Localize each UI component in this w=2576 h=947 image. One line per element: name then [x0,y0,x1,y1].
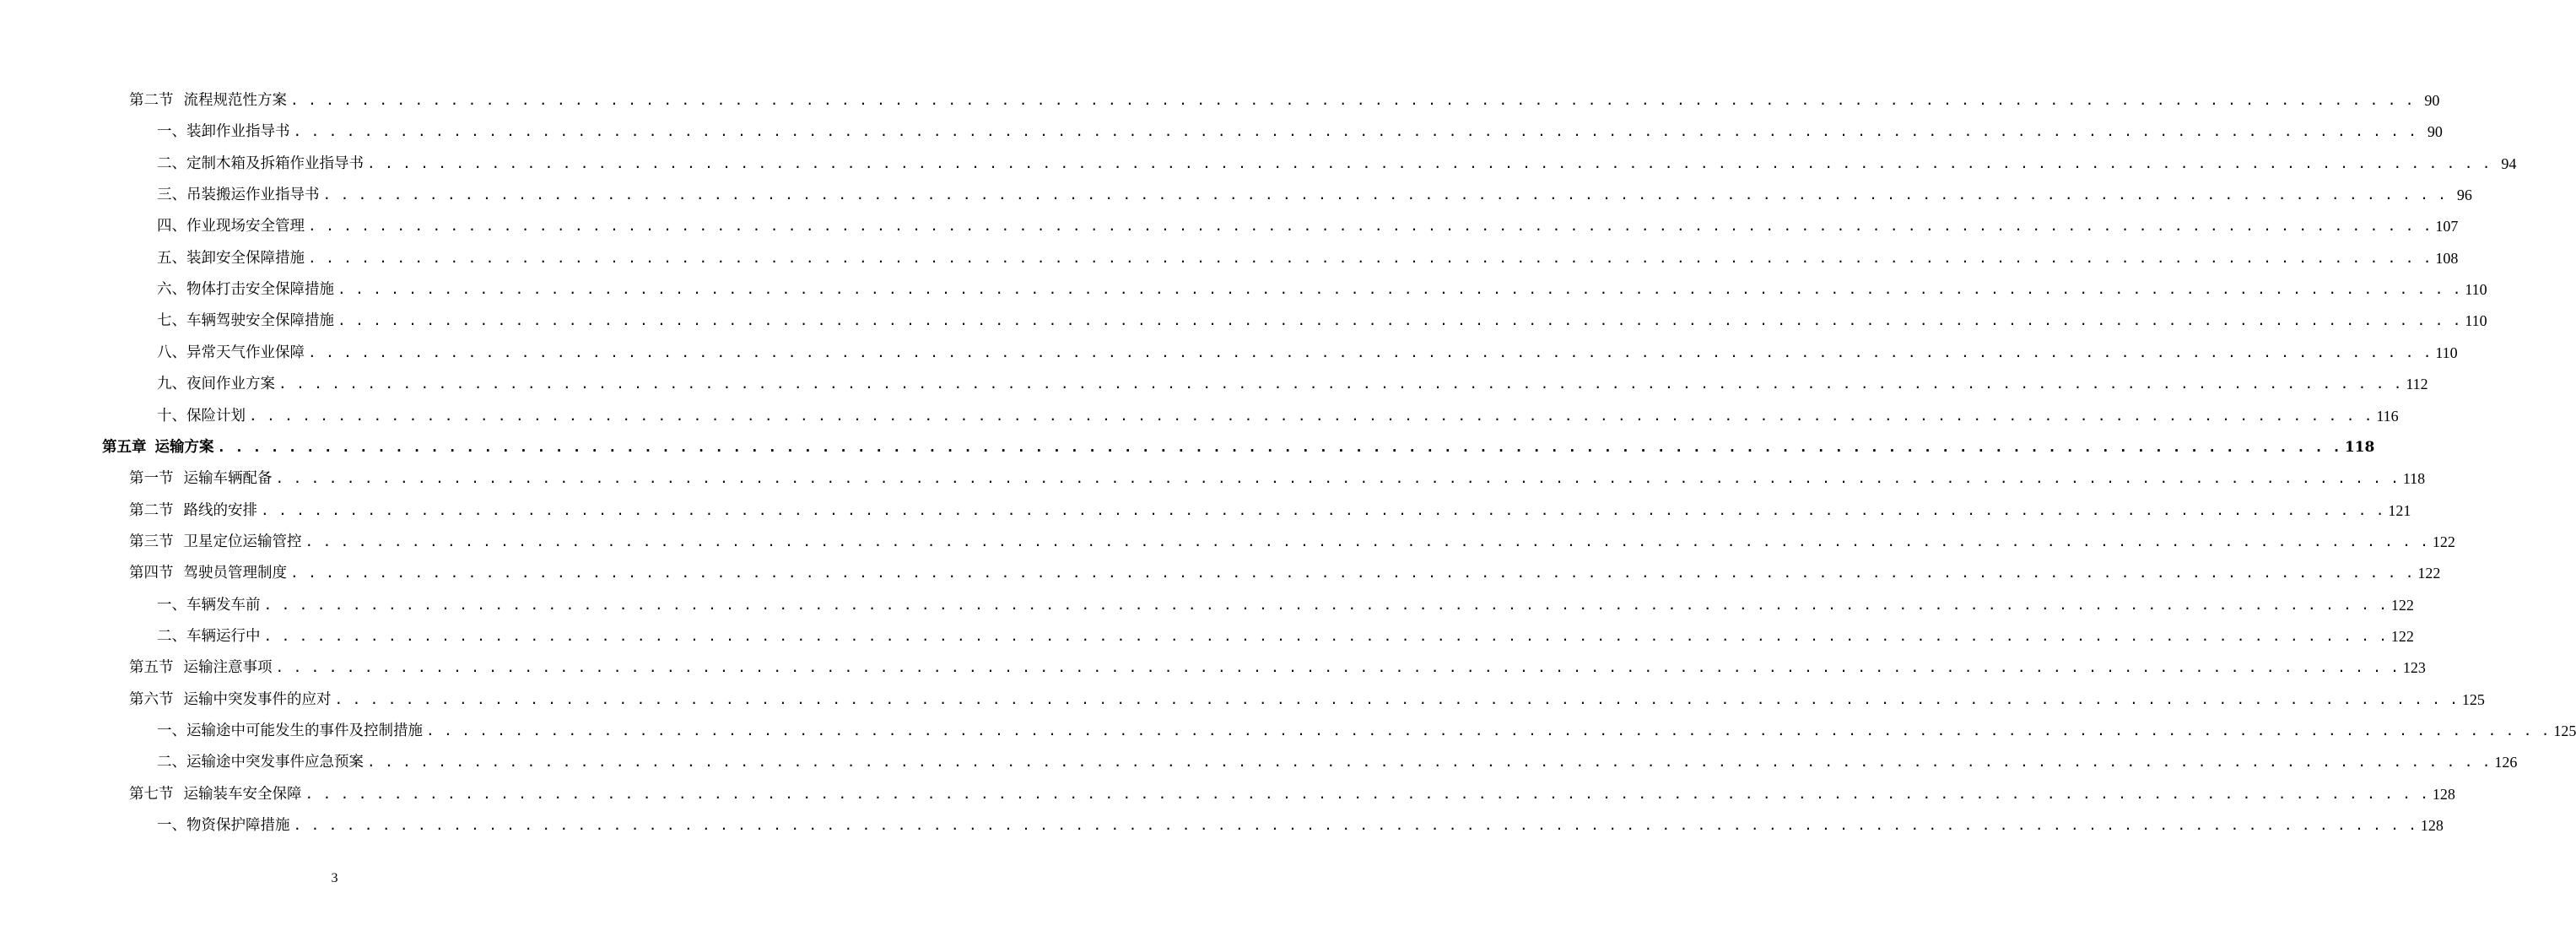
toc-entry-page: 122 [2390,627,2414,645]
toc-entry-number: 第五章 [102,438,147,456]
toc-entry[interactable] [102,436,2375,458]
toc-entry-title: 十、保险计划 [157,407,246,425]
toc-entry-number: 第四节 [129,565,174,582]
toc-entry[interactable] [157,184,2472,206]
toc-leader-dots: . . . . . . . . . . . . . . . . . . . . . . . . . . . . . . . . . . . . . . . . . . . . . . . . . . . . . . . . . . . . . . . . . . . . . . . . . . . . . . . . . . . . . . . . . . . . . . . . . . . . . . . . . . . . . . . . . . . . . . . . [334,690,2459,707]
toc-entry-page: 125 [2553,722,2576,739]
toc-entry-title: 四、作业现场安全管理 [157,218,305,235]
toc-entry[interactable] [129,500,2411,522]
toc-entry-page: 128 [2432,785,2455,803]
toc-leader-dots: . . . . . . . . . . . . . . . . . . . . . . . . . . . . . . . . . . . . . . . . . . . . . . . . . . . . . . . . . . . . . . . . . . . . . . . . . . . . . . . . . . . . . . . . . . . . . . . . . . . . . . . . . . . . . . . . . . . . . . . . [308,344,2433,360]
toc-entry-page: 90 [2427,123,2443,141]
toc-entry-title: 九、夜间作业方案 [157,376,275,393]
toc-entry-number: 第五节 [129,659,174,677]
toc-entry[interactable] [157,405,2399,427]
toc-leader-dots: . . . . . . . . . . . . . . . . . . . . . . . . . . . . . . . . . . . . . . . . . . . . . . . . . . . . . . . . . . . . . . . . . . . . . . . . . . . . . . . . . . . . . . . . . . . . . . . . . . . . . . . . . . . . . . . . . . . . . . . . [305,785,2429,802]
toc-entry[interactable] [129,89,2440,111]
toc-leader-dots: . . . . . . . . . . . . . . . . . . . . . . . . . . . . . . . . . . . . . . . . . . . . . . . . . . . . . . . . . . . . . . . . . . . . . . . . . . . . . . . . . . . . . . . . . . . . . . . . . . . . . . . . . . . . . . . . . . . . . . . . [338,312,2462,329]
toc-entry[interactable] [129,657,2426,679]
toc-leader-dots: . . . . . . . . . . . . . . . . . . . . . . . . . . . . . . . . . . . . . . . . . . . . . . . . . . . . . . . . . . . . . . . . . . . . . . . . . . . . . . . . . . . . . . . . . . . . . . . . . . . . . . . . . . . . . . . . . . . . . . . . [367,754,2492,771]
toc-leader-dots: . . . . . . . . . . . . . . . . . . . . . . . . . . . . . . . . . . . . . . . . . . . . . . . . . . . . . . . . . . . . . . . . . . . . . . . . . . . . . . . . . . . . . . . . . . . . . . . . . . . . . . . . . . . . . . . . . . . . . . . . [249,407,2373,424]
toc-entry-number: 第六节 [129,690,174,708]
toc-entry-title: 运输车辆配备 [183,470,273,488]
toc-entry-number: 第二节 [129,92,174,109]
toc-entry[interactable] [157,247,2459,269]
toc-entry-page: 122 [2417,565,2441,582]
toc-entry-title: 二、定制木箱及拆箱作业指导书 [157,154,364,172]
toc-entry[interactable] [157,814,2444,836]
toc-leader-dots: . . . . . . . . . . . . . . . . . . . . . . . . . . . . . . . . . . . . . . . . . . . . . . . . . . . . . . . . . . . . . . . . . . . . . . . . . . . . . . . . . . . . . . . . . . . . . . . . . . . . . . . . . . . . . . . . . . . . . . . . [263,596,2388,613]
toc-entry[interactable] [157,373,2428,395]
toc-entry-number: 第三节 [129,533,174,550]
toc-entry-page: 110 [2465,312,2487,330]
toc-entry-title: 七、车辆驾驶安全保障措施 [157,312,334,330]
toc-entry[interactable] [157,215,2459,237]
toc-leader-dots: . . . . . . . . . . . . . . . . . . . . . . . . . . . . . . . . . . . . . . . . . . . . . . . . . . . . . . . . . . . . . . . . . . . . . . . . . . . . . . . . . . . . . . . . . . . . . . . . . . . . . . . . . . . . . . . . . . . . . . . . [278,376,2403,392]
toc-leader-dots: . . . . . . . . . . . . . . . . . . . . . . . . . . . . . . . . . . . . . . . . . . . . . . . . . . . . . . . . . . . . . . . . . . . . . . . . . . . . . . . . . . . . . . . . . . . . . . . . . . . . . . . . . . . . . . . . . . . . . . . . [275,470,2400,487]
toc-entry[interactable] [157,121,2443,143]
toc-entry-title: 三、吊装搬运作业指导书 [157,187,320,204]
toc-entry[interactable] [129,562,2441,584]
toc-entry-page: 123 [2402,659,2426,677]
toc-entry-page: 112 [2406,376,2428,393]
toc-entry-page: 90 [2424,92,2440,109]
toc-leader-dots: . . . . . . . . . . . . . . . . . . . . . . . . . . . . . . . . . . . . . . . . . . . . . . . . . . . . . . . . . . . . . . . . . . . . . . . . . . . . . . . . . . . . . . . . . . . . . . . . . . . . . . . . . . . . . . . . . . . . . . . . [275,659,2400,676]
toc-entry-title: 八、异常天气作业保障 [157,344,305,361]
toc-entry-page: 122 [2432,533,2455,550]
toc-entry[interactable] [157,594,2414,616]
toc-entry-title: 流程规范性方案 [183,92,287,109]
toc-entry-title: 六、物体打击安全保障措施 [157,281,334,299]
toc-entry[interactable] [157,751,2518,773]
toc-leader-dots: . . . . . . . . . . . . . . . . . . . . . . . . . . . . . . . . . . . . . . . . . . . . . . . . . . . . . . . . . . . . . . . . . . . . . . . . . . . . . . . . . . . . . . . . . . . . . . . . . . . . . . . . . . . . . . . . . . . . . . . . [261,501,2385,518]
toc-entry-title: 一、物资保护障措施 [157,817,290,835]
toc-entry-page: 122 [2390,596,2414,614]
toc-entry[interactable] [129,783,2455,805]
toc-leader-dots: . . . . . . . . . . . . . . . . . . . . . . . . . . . . . . . . . . . . . . . . . . . . . . . . . . . . . . . . . . . . . . . . . . . . . . . . . . . . . . . . . . . . . . . . . . . . . . . . . . . . . . . . . . . . . . . . . . . . . . . . [426,722,2551,739]
page-number: 3 [331,871,338,885]
toc-entry-title: 二、车辆运行中 [157,627,261,645]
toc-entry-title: 路线的安排 [183,501,257,519]
toc-entry[interactable] [129,531,2455,553]
toc-entry-page: 94 [2501,154,2517,172]
toc-entry-page: 110 [2435,344,2458,361]
toc-leader-dots: . . . . . . . . . . . . . . . . . . . . . . . . . . . . . . . . . . . . . . . . . . . . . . . . . . . . . . . . . . . . . . . . . . . . . . . . . . . . . . . . . . . . . . . . . . . . . . . . . . . . . . . . . . . . . . . . . . . . . . . . [338,281,2462,298]
toc-entry-page: 108 [2435,249,2459,267]
toc-entry-page: 118 [2402,470,2426,488]
toc-leader-dots: . . . . . . . . . . . . . . . . . . . . . . . . . . . . . . . . . . . . . . . . . . . . . . . . . . . . . . . . . . . . . . . . . . . . . . . . . . . . . . . . . . . . . . . . . . . . . . . . . . . . . . . . . . . . . . . . . . . . . . . . [293,817,2417,834]
toc-entry-title: 一、运输途中可能发生的事件及控制措施 [157,722,423,739]
toc-entry-page: 116 [2376,407,2399,425]
toc-entry-number: 第二节 [129,501,174,519]
toc-entry-title: 五、装卸安全保障措施 [157,249,305,267]
toc-entry-title: 运输注意事项 [183,659,273,677]
toc-leader-dots: . . . . . . . . . . . . . . . . . . . . . . . . . . . . . . . . . . . . . . . . . . . . . . . . . . . . . . . . . . . . . . . . . . . . . . . . . . . . . . . . . . . . . . . . . . . . . . . . . . . . . . . . . . . . . . . . . . . . . . . . [308,218,2433,235]
toc-entry-title: 驾驶员管理制度 [183,565,287,582]
toc-entry[interactable] [157,342,2458,364]
toc-leader-dots: . . . . . . . . . . . . . . . . . . . . . . . . . . . . . . . . . . . . . . . . . . . . . . . . . . . . . . . . . . . . . . . . . . . . . . . . . . . . . . . . . . . . . . . . . . . . . . . . . . . . . . . . . . . . . . . . . . . . . . . . [305,533,2429,549]
toc-entry-page: 107 [2435,218,2459,235]
toc-entry[interactable] [129,468,2426,490]
toc-leader-dots: . . . . . . . . . . . . . . . . . . . . . . . . . . . . . . . . . . . . . . . . . . . . . . . . . . . . . . . . . . . . . . . . . . . . . . . . . . . . . . . . . . . . . . . . . . . . . . . . . . . . . . . . . . . . . . . . . . . . . . . . [217,438,2341,455]
toc-entry[interactable] [157,310,2487,332]
toc-entry[interactable] [157,720,2576,742]
toc-entry[interactable] [157,153,2517,175]
toc-entry-title: 运输中突发事件的应对 [183,690,332,708]
toc-entry-page: 118 [2344,438,2375,456]
toc-leader-dots: . . . . . . . . . . . . . . . . . . . . . . . . . . . . . . . . . . . . . . . . . . . . . . . . . . . . . . . . . . . . . . . . . . . . . . . . . . . . . . . . . . . . . . . . . . . . . . . . . . . . . . . . . . . . . . . . . . . . . . . . [263,627,2388,644]
toc-entry-title: 一、车辆发车前 [157,596,261,614]
toc-entry-title: 一、装卸作业指导书 [157,123,290,141]
toc-leader-dots: . . . . . . . . . . . . . . . . . . . . . . . . . . . . . . . . . . . . . . . . . . . . . . . . . . . . . . . . . . . . . . . . . . . . . . . . . . . . . . . . . . . . . . . . . . . . . . . . . . . . . . . . . . . . . . . . . . . . . . . . [290,565,2415,582]
toc-entry-title: 运输方案 [154,438,214,456]
toc-entry-title: 二、运输途中突发事件应急预案 [157,754,364,771]
toc-leader-dots: . . . . . . . . . . . . . . . . . . . . . . . . . . . . . . . . . . . . . . . . . . . . . . . . . . . . . . . . . . . . . . . . . . . . . . . . . . . . . . . . . . . . . . . . . . . . . . . . . . . . . . . . . . . . . . . . . . . . . . . . [293,123,2417,140]
toc-leader-dots: . . . . . . . . . . . . . . . . . . . . . . . . . . . . . . . . . . . . . . . . . . . . . . . . . . . . . . . . . . . . . . . . . . . . . . . . . . . . . . . . . . . . . . . . . . . . . . . . . . . . . . . . . . . . . . . . . . . . . . . . [322,187,2447,203]
toc-leader-dots: . . . . . . . . . . . . . . . . . . . . . . . . . . . . . . . . . . . . . . . . . . . . . . . . . . . . . . . . . . . . . . . . . . . . . . . . . . . . . . . . . . . . . . . . . . . . . . . . . . . . . . . . . . . . . . . . . . . . . . . . [308,249,2433,266]
toc-entry-number: 第一节 [129,470,174,488]
toc-entry[interactable] [129,689,2485,711]
toc-leader-dots: . . . . . . . . . . . . . . . . . . . . . . . . . . . . . . . . . . . . . . . . . . . . . . . . . . . . . . . . . . . . . . . . . . . . . . . . . . . . . . . . . . . . . . . . . . . . . . . . . . . . . . . . . . . . . . . . . . . . . . . . [290,92,2415,108]
toc-entry-page: 126 [2494,754,2518,771]
toc-entry-title: 运输装车安全保障 [183,785,302,803]
toc-entry-page: 96 [2456,187,2472,204]
toc-entry-page: 121 [2388,501,2411,519]
toc-entry-page: 128 [2420,817,2444,835]
toc-entry[interactable] [157,625,2414,647]
toc-entry[interactable] [157,279,2487,300]
toc-entry-page: 110 [2465,281,2487,299]
toc-leader-dots: . . . . . . . . . . . . . . . . . . . . . . . . . . . . . . . . . . . . . . . . . . . . . . . . . . . . . . . . . . . . . . . . . . . . . . . . . . . . . . . . . . . . . . . . . . . . . . . . . . . . . . . . . . . . . . . . . . . . . . . . [367,154,2492,171]
toc-entry-title: 卫星定位运输管控 [183,533,302,550]
toc-entry-page: 125 [2461,690,2485,708]
toc-entry-number: 第七节 [129,785,174,803]
